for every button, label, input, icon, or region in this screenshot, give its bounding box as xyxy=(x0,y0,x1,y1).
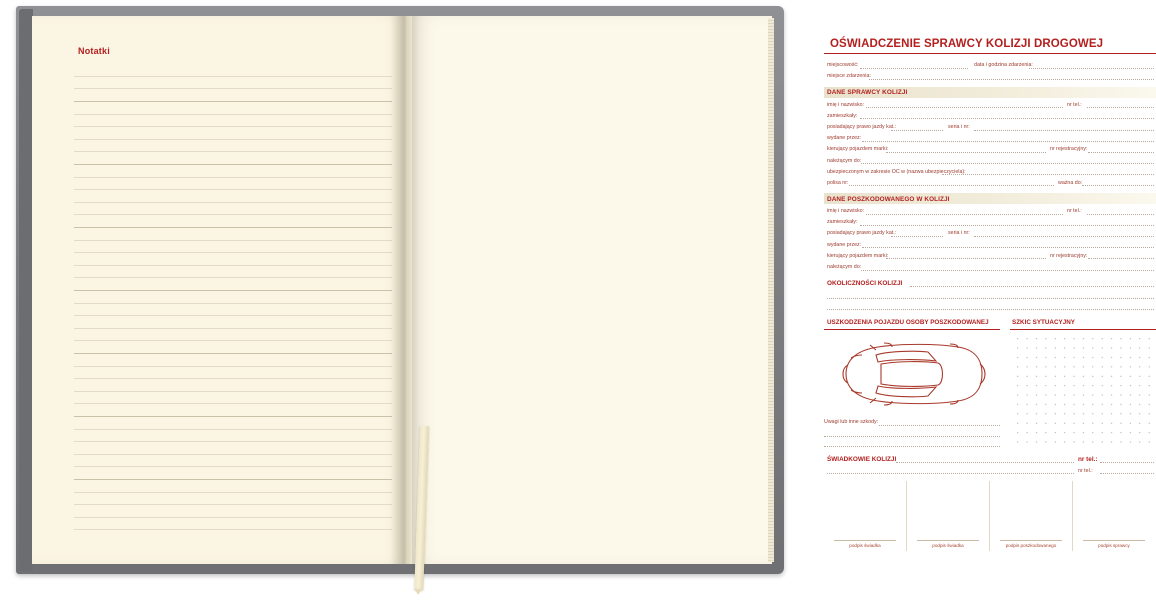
signature-label-witness-1: podpis świadka xyxy=(849,542,881,548)
field-label-poszkodowany-seria-nr: seria i nr: xyxy=(948,230,970,237)
field-label-poszkodowany-imie: imię i nazwisko: xyxy=(827,208,865,215)
field-label-sprawca-rejestracja: nr rejestracyjny: xyxy=(1050,146,1088,153)
sketch-heading-rule xyxy=(1010,329,1156,330)
form-row-miejsce-zdarzenia xyxy=(824,71,1156,82)
field-input-sprawca-seria-nr[interactable] xyxy=(974,130,1154,131)
field-input-sprawca-wazna-do[interactable] xyxy=(1082,185,1154,186)
cover-spine-edge xyxy=(19,9,33,571)
field-label-poszkodowany-zamieszkaly: zamieszkały: xyxy=(827,219,858,226)
field-input-okolicznosci-2[interactable] xyxy=(827,298,1154,299)
notes-heading: Notatki xyxy=(78,46,110,56)
section-title-dane-poszkodowanego: DANE POSZKODOWANEGO W KOLIZJI xyxy=(827,195,950,203)
form-row-okolicznosci-2 xyxy=(824,290,1156,301)
signature-line-4[interactable] xyxy=(1083,540,1145,541)
field-input-poszkodowany-wydane-przez[interactable] xyxy=(862,247,1154,248)
field-input-swiadek-2-tel[interactable] xyxy=(1100,473,1154,474)
form-row-sprawca-pojazd xyxy=(824,144,1156,155)
form-row-sprawca-ubezpieczyciel xyxy=(824,167,1156,178)
field-input-poszkodowany-nalezacy[interactable] xyxy=(861,270,1154,271)
title-divider xyxy=(824,53,1156,54)
field-label-sprawca-pojazd: kierujący pojazdem marki: xyxy=(827,146,889,153)
field-input-sprawca-rejestracja[interactable] xyxy=(1088,152,1154,153)
field-label-sprawca-imie: imię i nazwisko: xyxy=(827,101,865,108)
damage-notes-label: Uwagi lub inne szkody: xyxy=(824,418,879,425)
field-input-poszkodowany-imie[interactable] xyxy=(866,214,1063,215)
field-label-poszkodowany-rejestracja: nr rejestracyjny: xyxy=(1050,252,1088,259)
field-input-sprawca-pojazd[interactable] xyxy=(886,152,1046,153)
open-notebook xyxy=(16,6,1130,574)
damage-notes-input-2[interactable] xyxy=(824,436,1000,437)
sketch-heading: SZKIC SYTUACYJNY xyxy=(1012,318,1075,326)
form-row-sprawca-prawo-jazdy xyxy=(824,122,1156,133)
field-input-swiadek-1[interactable] xyxy=(896,462,1074,463)
field-input-sprawca-ubezpieczyciel[interactable] xyxy=(942,174,1154,175)
section-header-swiadkowie xyxy=(824,454,1156,466)
sketch-dot-grid[interactable] xyxy=(1010,331,1156,446)
form-row-poszkodowany-nalezacy xyxy=(824,262,1156,273)
field-label-sprawca-wazna-do: ważna do: xyxy=(1058,179,1083,186)
page-gutter xyxy=(404,16,412,564)
field-label-swiadek-2-tel: nr tel.: xyxy=(1078,467,1093,474)
field-input-sprawca-prawo-jazdy[interactable] xyxy=(891,130,943,131)
field-input-poszkodowany-prawo-jazdy[interactable] xyxy=(891,236,943,237)
signature-line-1[interactable] xyxy=(834,540,896,541)
signature-label-perpetrator: podpis sprawcy xyxy=(1098,542,1130,548)
field-label-sprawca-wydane-przez: wydane przez: xyxy=(827,135,862,142)
form-row-poszkodowany-zamieszkaly xyxy=(824,217,1156,228)
form-row-swiadek-2 xyxy=(824,466,1156,477)
field-label-sprawca-polisa: polisa nr: xyxy=(827,179,849,186)
field-input-sprawca-imie[interactable] xyxy=(866,107,1063,108)
section-header-okolicznosci xyxy=(824,278,1156,290)
field-label-sprawca-nalezacy: należącym do: xyxy=(827,157,862,164)
field-label-sprawca-prawo-jazdy: posiadający prawo jazdy kat.: xyxy=(827,123,897,130)
signature-line-3[interactable] xyxy=(1000,540,1062,541)
form-row-sprawca-nalezacy xyxy=(824,156,1156,167)
form-row-poszkodowany-pojazd xyxy=(824,251,1156,262)
page-edge-stack xyxy=(768,18,774,562)
section-title-dane-sprawcy: DANE SPRAWCY KOLIZJI xyxy=(827,89,908,97)
section-header-dane-sprawcy xyxy=(824,87,1156,98)
field-label-sprawca-tel: nr tel.: xyxy=(1067,101,1082,108)
form-row-poszkodowany-wydane-przez xyxy=(824,240,1156,251)
form-row-sprawca-polisa xyxy=(824,178,1156,189)
section-title-swiadkowie: ŚWIADKOWIE KOLIZJI xyxy=(827,455,897,463)
signature-separator-3 xyxy=(1072,481,1073,551)
field-input-swiadek-1-tel[interactable] xyxy=(1100,462,1154,463)
form-row-poszkodowany-prawo-jazdy xyxy=(824,228,1156,239)
field-input-sprawca-zamieszkaly[interactable] xyxy=(860,118,1154,119)
field-label-sprawca-ubezpieczyciel: ubezpieczonym w zakresie OC w (nazwa ubezpieczyciela): xyxy=(827,168,966,175)
ruled-lines-area xyxy=(74,64,392,540)
right-page xyxy=(412,16,1130,564)
field-label-miejscowosc: miejscowość: xyxy=(827,62,859,69)
damage-and-sketch-block xyxy=(824,319,1156,449)
field-input-miejsce-zdarzenia[interactable] xyxy=(869,79,1154,80)
signature-area xyxy=(824,481,1156,555)
field-input-data-godzina[interactable] xyxy=(1029,68,1154,69)
section-title-okolicznosci: OKOLICZNOŚCI KOLIZJI xyxy=(827,280,903,288)
damage-heading: USZKODZENIA POJAZDU OSOBY POSZKODOWANEJ xyxy=(827,318,989,326)
field-label-poszkodowany-pojazd: kierujący pojazdem marki: xyxy=(827,252,889,259)
field-input-poszkodowany-pojazd[interactable] xyxy=(886,258,1046,259)
signature-labels xyxy=(824,543,1156,553)
form-title: OŚWIADCZENIE SPRAWCY KOLIZJI DROGOWEJ xyxy=(830,38,1104,50)
signature-separator-2 xyxy=(989,481,990,551)
field-label-sprawca-seria-nr: seria i nr: xyxy=(948,123,970,130)
field-label-poszkodowany-nalezacy: należącym do: xyxy=(827,264,862,270)
field-label-swiadek-1-tel: nr tel.: xyxy=(1078,455,1098,463)
field-input-miejscowosc[interactable] xyxy=(860,68,968,69)
field-input-poszkodowany-seria-nr[interactable] xyxy=(974,236,1154,237)
field-input-sprawca-nalezacy[interactable] xyxy=(861,163,1154,164)
signature-label-witness-2: podpis świadka xyxy=(932,542,964,548)
damage-heading-rule xyxy=(824,329,1000,330)
field-label-miejsce-zdarzenia: miejsce zdarzenia: xyxy=(827,73,871,80)
damage-notes-input-3[interactable] xyxy=(824,446,1000,447)
form-row-sprawca-zamieszkaly xyxy=(824,111,1156,122)
signature-line-2[interactable] xyxy=(917,540,979,541)
signature-separator-1 xyxy=(906,481,907,551)
damage-notes-input-1[interactable] xyxy=(879,425,1000,426)
signature-label-injured: podpis poszkodowanego xyxy=(1005,542,1057,548)
left-page xyxy=(32,16,404,564)
field-input-swiadek-2[interactable] xyxy=(827,473,1074,474)
field-label-poszkodowany-tel: nr tel.: xyxy=(1067,208,1082,215)
field-input-okolicznosci-1[interactable] xyxy=(910,286,1154,287)
form-row-poszkodowany-imie xyxy=(824,206,1156,217)
form-row-sprawca-wydane-przez xyxy=(824,133,1156,144)
car-top-view-icon[interactable] xyxy=(824,331,1000,417)
field-label-poszkodowany-wydane-przez: wydane przez: xyxy=(827,241,862,248)
form-row-miejscowosc xyxy=(824,60,1156,71)
field-input-poszkodowany-rejestracja[interactable] xyxy=(1088,258,1154,259)
field-input-poszkodowany-zamieszkaly[interactable] xyxy=(860,225,1154,226)
field-input-okolicznosci-3[interactable] xyxy=(827,309,1154,310)
field-label-data-godzina: data i godzina zdarzenia: xyxy=(974,62,1033,69)
collision-statement-form xyxy=(824,38,1156,566)
damage-notes xyxy=(824,419,1000,425)
field-input-sprawca-polisa[interactable] xyxy=(849,185,1054,186)
field-label-poszkodowany-prawo-jazdy: posiadający prawo jazdy kat.: xyxy=(827,230,897,237)
field-input-poszkodowany-tel[interactable] xyxy=(1087,214,1154,215)
field-label-sprawca-zamieszkaly: zamieszkały: xyxy=(827,112,858,119)
form-row-okolicznosci-3 xyxy=(824,301,1156,312)
form-row-sprawca-imie xyxy=(824,100,1156,111)
section-header-dane-poszkodowanego xyxy=(824,193,1156,204)
field-input-sprawca-wydane-przez[interactable] xyxy=(862,141,1154,142)
field-input-sprawca-tel[interactable] xyxy=(1087,107,1154,108)
